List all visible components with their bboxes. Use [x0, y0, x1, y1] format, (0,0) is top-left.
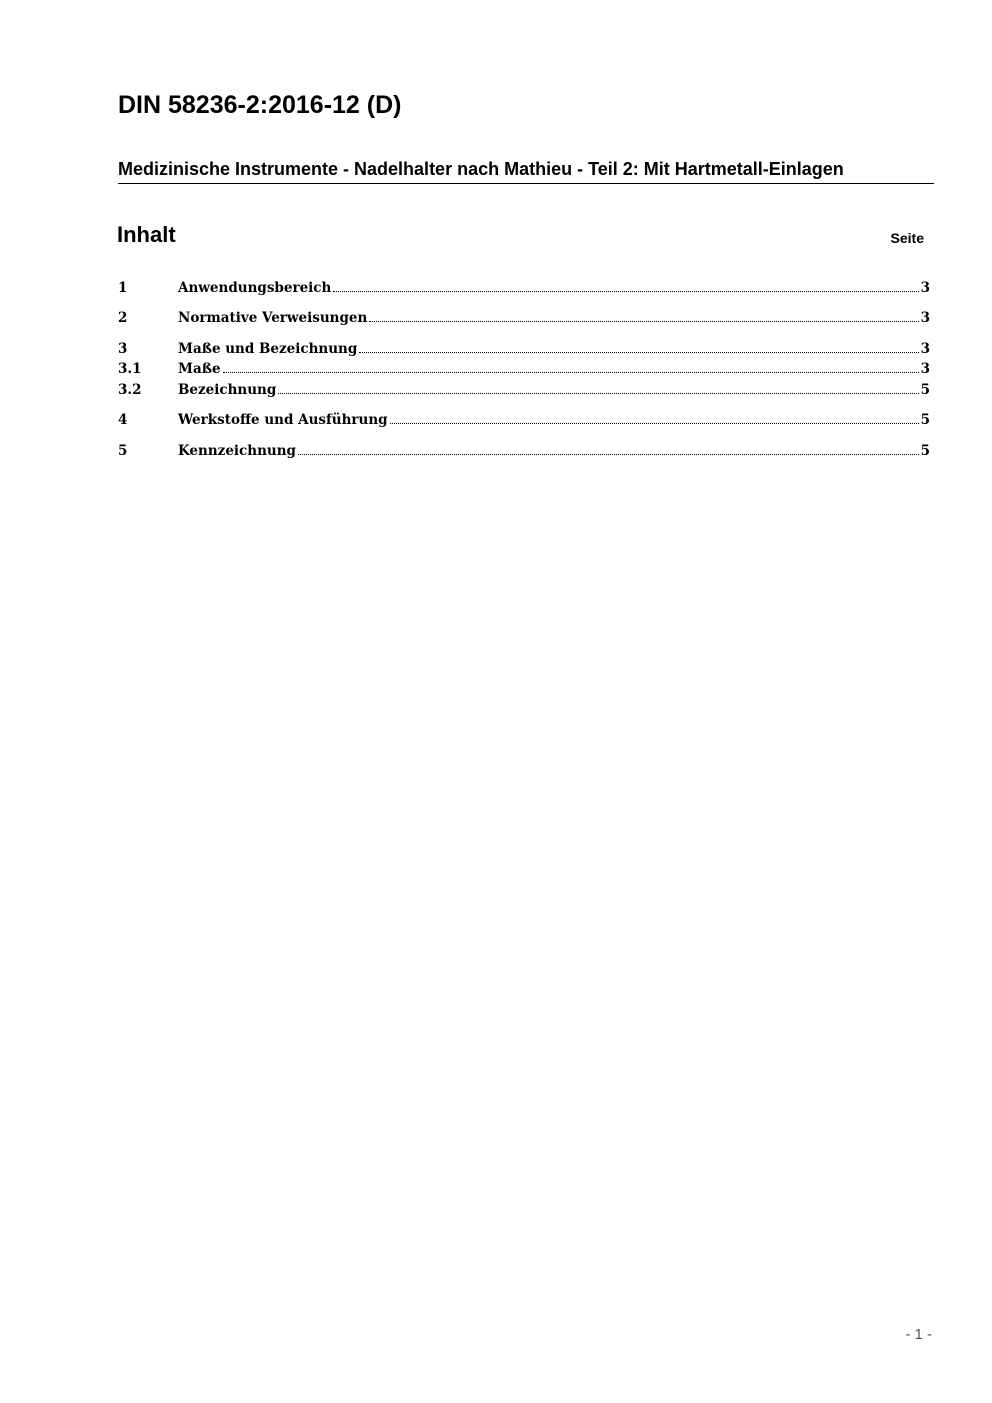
toc-entry-text: Bezeichnung: [178, 382, 277, 398]
toc-entry-text: Maße: [178, 361, 221, 377]
toc-entry-page: 3: [920, 280, 930, 296]
toc-entry-1[interactable]: [118, 280, 930, 300]
toc-entry-number: 2: [118, 310, 128, 326]
page-number: - 1 -: [905, 1326, 932, 1343]
toc-entry-text: Normative Verweisungen: [178, 310, 368, 326]
toc-entry-5[interactable]: [118, 443, 930, 463]
toc-dot-leader: [298, 446, 919, 455]
toc-entry-number: 1: [118, 280, 128, 296]
toc-entry-number: 5: [118, 443, 128, 459]
document-number: DIN 58236-2:2016-12 (D): [118, 91, 402, 119]
toc-entry-page: 3: [920, 361, 930, 377]
toc-entry-text: Maße und Bezeichnung: [178, 341, 358, 357]
toc-entry-page: 5: [920, 382, 930, 398]
toc-entry-2[interactable]: [118, 310, 930, 330]
document-title: Medizinische Instrumente - Nadelhalter nach Mathieu - Teil 2: Mit Hartmetall-Einlagen: [118, 157, 934, 184]
toc-entry-text: Kennzeichnung: [178, 443, 296, 459]
toc-entry-4[interactable]: [118, 412, 930, 432]
toc-heading: Inhalt: [117, 222, 176, 247]
toc-entry-number: 3.2: [118, 382, 142, 398]
toc-entry-number: 3: [118, 341, 128, 357]
toc-entry-3-2[interactable]: [118, 382, 930, 402]
toc-dot-leader: [390, 415, 919, 424]
toc-entry-page: 3: [920, 341, 930, 357]
toc-page-column-label: Seite: [890, 230, 924, 246]
toc-dot-leader: [223, 364, 919, 373]
toc-entry-text: Anwendungsbereich: [178, 280, 332, 296]
toc-dot-leader: [359, 344, 918, 353]
toc-dot-leader: [333, 283, 918, 292]
toc-entry-number: 4: [118, 412, 128, 428]
toc-entry-number: 3.1: [118, 361, 142, 377]
toc-entry-page: 5: [920, 443, 930, 459]
toc-entry-page: 5: [920, 412, 930, 428]
toc-dot-leader: [278, 385, 918, 394]
toc-entry-3-1[interactable]: [118, 361, 930, 381]
toc-entry-page: 3: [920, 310, 930, 326]
toc-entry-3[interactable]: [118, 341, 930, 361]
toc-dot-leader: [369, 313, 918, 322]
toc-entry-text: Werkstoffe und Ausführung: [178, 412, 388, 428]
